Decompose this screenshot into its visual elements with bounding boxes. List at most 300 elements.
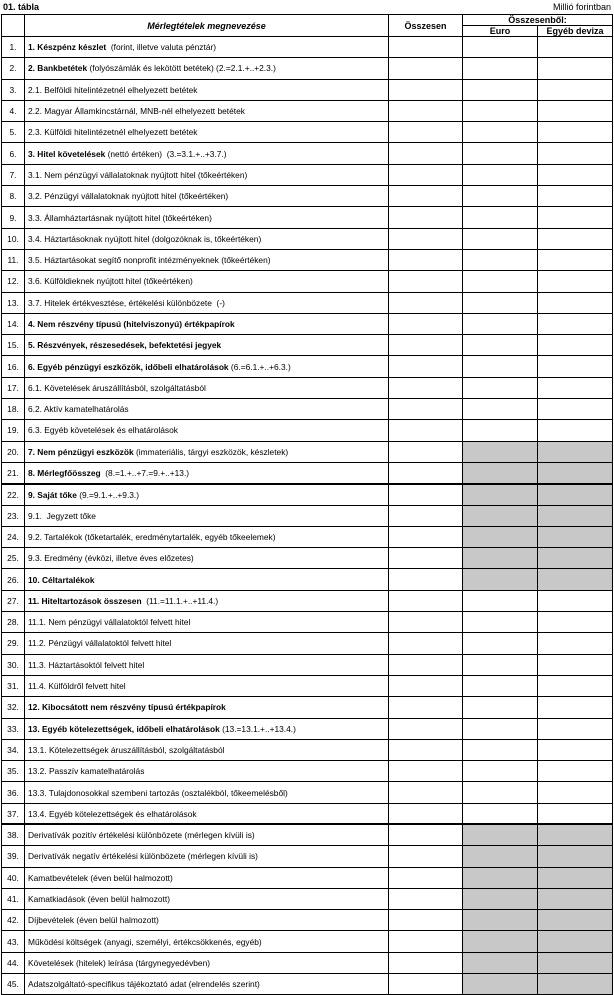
other-currency-cell[interactable] <box>538 335 613 356</box>
row-label-bold: 3. Hitel követelések <box>28 148 106 159</box>
total-cell[interactable] <box>389 484 463 505</box>
row-label <box>25 803 389 824</box>
other-currency-cell <box>538 441 613 462</box>
table-row <box>2 505 613 526</box>
table-row <box>2 888 613 909</box>
row-number: 34. <box>2 739 25 760</box>
row-number: 13. <box>2 292 25 313</box>
row-number: 4. <box>2 100 25 121</box>
total-cell[interactable] <box>389 526 463 547</box>
other-currency-cell[interactable] <box>538 782 613 803</box>
row-number: 39. <box>2 846 25 867</box>
row-label-text: (9.=9.1.+..+9.3.) <box>76 489 140 500</box>
row-label-bold: 9. Saját tőke <box>28 489 77 500</box>
euro-cell[interactable] <box>463 37 538 58</box>
euro-cell[interactable] <box>463 100 538 121</box>
row-label-text: (folyószámlák és lekötött betétek) (2.=2.1.+..+2.3.) <box>87 63 276 74</box>
other-currency-cell[interactable] <box>538 675 613 696</box>
other-currency-cell <box>538 505 613 526</box>
row-label-text: 3.3. Államháztartásnak nyújtott hitel (tőkeértéken) <box>28 212 212 223</box>
other-currency-cell <box>538 910 613 931</box>
table-row <box>2 228 613 249</box>
table-header-line <box>3 2 611 14</box>
other-currency-cell[interactable] <box>538 37 613 58</box>
other-currency-cell[interactable] <box>538 420 613 441</box>
row-label-text: (nettó értéken) (3.=3.1.+..+3.7.) <box>105 148 227 159</box>
total-cell[interactable] <box>389 867 463 888</box>
euro-cell[interactable] <box>463 633 538 654</box>
euro-cell[interactable] <box>463 79 538 100</box>
total-cell[interactable] <box>389 612 463 633</box>
row-label <box>25 569 389 590</box>
euro-cell[interactable] <box>463 335 538 356</box>
other-currency-cell[interactable] <box>538 186 613 207</box>
row-number: 33. <box>2 718 25 739</box>
total-cell[interactable] <box>389 420 463 441</box>
row-label-text: 3.4. Háztartásoknak nyújtott hitel (dolgozóknak is, tőkeértéken) <box>28 233 262 244</box>
row-number: 42. <box>2 910 25 931</box>
total-cell[interactable] <box>389 739 463 760</box>
euro-cell <box>463 441 538 462</box>
row-number: 5. <box>2 122 25 143</box>
total-cell[interactable] <box>389 846 463 867</box>
row-number: 10. <box>2 228 25 249</box>
other-currency-cell <box>538 462 613 483</box>
euro-cell[interactable] <box>463 313 538 334</box>
total-cell[interactable] <box>389 910 463 931</box>
row-number: 38. <box>2 824 25 845</box>
row-number: 41. <box>2 888 25 909</box>
table-row <box>2 867 613 888</box>
total-cell[interactable] <box>389 164 463 185</box>
table-row <box>2 462 613 483</box>
row-label <box>25 846 389 867</box>
total-cell[interactable] <box>389 100 463 121</box>
euro-cell[interactable] <box>463 590 538 611</box>
total-cell[interactable] <box>389 37 463 58</box>
row-label-text: Követelések (hitelek) leírása (tárgynegyedévben) <box>28 957 211 968</box>
row-label <box>25 697 389 718</box>
total-cell[interactable] <box>389 377 463 398</box>
total-cell[interactable] <box>389 292 463 313</box>
row-label <box>25 931 389 952</box>
row-label-text: 3.1. Nem pénzügyi vállalatoknak nyújtott hitel (tőkeértéken) <box>28 169 248 180</box>
total-cell[interactable] <box>389 974 463 995</box>
row-number: 30. <box>2 654 25 675</box>
unit-label: Millió forintban <box>552 2 611 12</box>
euro-cell[interactable] <box>463 739 538 760</box>
euro-cell[interactable] <box>463 271 538 292</box>
row-label <box>25 505 389 526</box>
other-currency-cell[interactable] <box>538 313 613 334</box>
row-number: 16. <box>2 356 25 377</box>
euro-cell <box>463 824 538 845</box>
total-cell[interactable] <box>389 249 463 270</box>
table-row <box>2 931 613 952</box>
other-currency-cell <box>538 846 613 867</box>
other-currency-cell[interactable] <box>538 761 613 782</box>
row-label-text: (forint, illetve valuta pénztár) <box>106 42 217 53</box>
row-number: 15. <box>2 335 25 356</box>
row-label <box>25 548 389 569</box>
row-number: 37. <box>2 803 25 824</box>
total-cell[interactable] <box>389 888 463 909</box>
euro-cell[interactable] <box>463 122 538 143</box>
row-label <box>25 122 389 143</box>
table-row <box>2 612 613 633</box>
row-number: 25. <box>2 548 25 569</box>
total-cell[interactable] <box>389 58 463 79</box>
euro-cell[interactable] <box>463 654 538 675</box>
total-cell[interactable] <box>389 569 463 590</box>
row-number: 45. <box>2 974 25 995</box>
other-currency-cell <box>538 526 613 547</box>
row-label <box>25 952 389 973</box>
table-row <box>2 292 613 313</box>
euro-cell[interactable] <box>463 399 538 420</box>
row-label-bold: 7. Nem pénzügyi eszközök <box>28 446 134 457</box>
total-cell[interactable] <box>389 79 463 100</box>
table-row <box>2 569 613 590</box>
row-label-bold: 5. Részvények, részesedések, befektetési jegyek <box>28 340 222 351</box>
table-row <box>2 761 613 782</box>
euro-cell <box>463 867 538 888</box>
row-label <box>25 399 389 420</box>
other-currency-cell[interactable] <box>538 271 613 292</box>
euro-cell[interactable] <box>463 207 538 228</box>
table-row <box>2 910 613 931</box>
other-currency-cell[interactable] <box>538 79 613 100</box>
euro-cell[interactable] <box>463 782 538 803</box>
row-number: 19. <box>2 420 25 441</box>
other-currency-cell[interactable] <box>538 399 613 420</box>
total-cell[interactable] <box>389 548 463 569</box>
row-label <box>25 824 389 845</box>
other-currency-cell[interactable] <box>538 633 613 654</box>
table-row <box>2 79 613 100</box>
row-label-text: 6.1. Követelések áruszállításból, szolgáltatásból <box>28 382 206 393</box>
table-row <box>2 37 613 58</box>
row-label <box>25 441 389 462</box>
row-label <box>25 249 389 270</box>
row-number: 11. <box>2 249 25 270</box>
row-label <box>25 313 389 334</box>
row-label-text: 9.1. Jegyzett tőke <box>28 510 96 521</box>
row-label-bold: 2. Bankbetétek <box>28 63 88 74</box>
other-currency-cell[interactable] <box>538 228 613 249</box>
other-currency-cell[interactable] <box>538 590 613 611</box>
row-label-text: 3.7. Hitelek értékvesztése, értékelési különbözete (-) <box>28 297 225 308</box>
other-currency-cell[interactable] <box>538 292 613 313</box>
total-cell[interactable] <box>389 718 463 739</box>
row-number: 1. <box>2 37 25 58</box>
total-cell[interactable] <box>389 697 463 718</box>
row-number: 35. <box>2 761 25 782</box>
row-label-text: Kamatkiadások (éven belül halmozott) <box>28 894 170 905</box>
row-number: 7. <box>2 164 25 185</box>
row-label-text: 9.2. Tartalékok (tőketartalék, eredménytartalék, egyéb tőkeelemek) <box>28 531 276 542</box>
table-row <box>2 526 613 547</box>
other-currency-header: Egyéb deviza <box>538 26 613 37</box>
row-number-header <box>2 15 25 37</box>
euro-cell[interactable] <box>463 761 538 782</box>
table-row <box>2 164 613 185</box>
euro-cell[interactable] <box>463 718 538 739</box>
table-row <box>2 952 613 973</box>
other-currency-cell[interactable] <box>538 356 613 377</box>
table-row <box>2 420 613 441</box>
row-label <box>25 377 389 398</box>
total-cell[interactable] <box>389 186 463 207</box>
table-row <box>2 271 613 292</box>
euro-cell <box>463 569 538 590</box>
row-label-text: 13.3. Tulajdonosokkal szembeni tartozás (osztalékból, tőkeemelésből) <box>28 787 288 798</box>
row-label <box>25 761 389 782</box>
euro-cell[interactable] <box>463 228 538 249</box>
table-row <box>2 335 613 356</box>
row-label-bold: 13. Egyéb kötelezettségek, időbeli elhatárolások <box>28 723 220 734</box>
euro-cell <box>463 526 538 547</box>
table-row <box>2 207 613 228</box>
table-row <box>2 100 613 121</box>
total-cell[interactable] <box>389 207 463 228</box>
row-label-text: 2.2. Magyar Államkincstárnál, MNB-nél elhelyezett betétek <box>28 106 245 117</box>
euro-cell[interactable] <box>463 420 538 441</box>
row-label-text: 13.1. Kötelezettségek áruszállításból, szolgáltatásból <box>28 744 225 755</box>
euro-cell <box>463 931 538 952</box>
total-cell[interactable] <box>389 356 463 377</box>
total-cell[interactable] <box>389 824 463 845</box>
total-cell[interactable] <box>389 271 463 292</box>
euro-cell <box>463 974 538 995</box>
row-number: 21. <box>2 462 25 483</box>
table-row <box>2 654 613 675</box>
table-row <box>2 697 613 718</box>
table-row <box>2 356 613 377</box>
row-label-text: Kamatbevételek (éven belül halmozott) <box>28 872 173 883</box>
other-currency-cell <box>538 569 613 590</box>
row-label-text: (11.=11.1.+..+11.4.) <box>141 595 219 606</box>
row-number: 12. <box>2 271 25 292</box>
euro-cell[interactable] <box>463 803 538 824</box>
total-cell[interactable] <box>389 505 463 526</box>
item-name-header: Mérlegtételek megnevezése <box>25 15 389 37</box>
total-cell[interactable] <box>389 761 463 782</box>
row-number: 20. <box>2 441 25 462</box>
row-label <box>25 526 389 547</box>
row-number: 2. <box>2 58 25 79</box>
other-currency-cell[interactable] <box>538 249 613 270</box>
euro-cell[interactable] <box>463 292 538 313</box>
euro-cell[interactable] <box>463 675 538 696</box>
row-label-text: Működési költségek (anyagi, személyi, értékcsökkenés, egyéb) <box>28 936 262 947</box>
table-row <box>2 633 613 654</box>
total-cell[interactable] <box>389 590 463 611</box>
row-label <box>25 867 389 888</box>
row-label-text: 6.3. Egyéb követelések és elhatárolások <box>28 425 178 436</box>
row-label-text: 2.3. Külföldi hitelintézetnél elhelyezett betétek <box>28 127 198 138</box>
total-cell[interactable] <box>389 782 463 803</box>
table-row <box>2 186 613 207</box>
row-number: 31. <box>2 675 25 696</box>
euro-cell <box>463 484 538 505</box>
row-number: 23. <box>2 505 25 526</box>
table-row <box>2 590 613 611</box>
row-label-bold: 12. Kibocsátott nem részvény típusú értékpapírok <box>28 702 226 713</box>
row-label <box>25 100 389 121</box>
row-label-text: Derivatívák pozitív értékelési különbözete (mérlegen kívüli is) <box>28 830 255 841</box>
table-row <box>2 122 613 143</box>
euro-cell <box>463 888 538 909</box>
total-cell[interactable] <box>389 633 463 654</box>
row-number: 6. <box>2 143 25 164</box>
euro-cell <box>463 548 538 569</box>
euro-cell[interactable] <box>463 249 538 270</box>
row-label <box>25 37 389 58</box>
row-label-bold: 8. Mérlegfőösszeg <box>28 467 101 478</box>
euro-cell <box>463 505 538 526</box>
euro-cell[interactable] <box>463 58 538 79</box>
table-row <box>2 846 613 867</box>
total-cell[interactable] <box>389 399 463 420</box>
euro-header: Euro <box>463 26 538 37</box>
euro-cell[interactable] <box>463 697 538 718</box>
row-number: 17. <box>2 377 25 398</box>
other-currency-cell[interactable] <box>538 58 613 79</box>
row-label <box>25 675 389 696</box>
other-currency-cell[interactable] <box>538 654 613 675</box>
other-currency-cell <box>538 484 613 505</box>
row-number: 43. <box>2 931 25 952</box>
total-cell[interactable] <box>389 654 463 675</box>
row-label-text: 11.4. Külföldről felvett hitel <box>28 681 126 692</box>
other-currency-cell[interactable] <box>538 612 613 633</box>
row-label-bold: 10. Céltartalékok <box>28 574 95 585</box>
row-label-text: (8.=1.+..+7.=9.+..+13.) <box>100 467 190 478</box>
total-cell[interactable] <box>389 335 463 356</box>
euro-cell[interactable] <box>463 356 538 377</box>
row-label <box>25 974 389 995</box>
euro-cell[interactable] <box>463 143 538 164</box>
row-number: 26. <box>2 569 25 590</box>
euro-cell[interactable] <box>463 612 538 633</box>
other-currency-cell[interactable] <box>538 697 613 718</box>
row-label-text: 2.1. Belföldi hitelintézetnél elhelyezett betétek <box>28 84 198 95</box>
row-label <box>25 633 389 654</box>
other-currency-cell[interactable] <box>538 739 613 760</box>
total-cell[interactable] <box>389 462 463 483</box>
other-currency-cell[interactable] <box>538 164 613 185</box>
total-cell[interactable] <box>389 441 463 462</box>
row-label-text: 13.4. Egyéb kötelezettségek és elhatárolások <box>28 808 197 819</box>
euro-cell[interactable] <box>463 164 538 185</box>
euro-cell <box>463 846 538 867</box>
row-label <box>25 228 389 249</box>
table-row <box>2 249 613 270</box>
row-number: 22. <box>2 484 25 505</box>
row-number: 8. <box>2 186 25 207</box>
euro-cell[interactable] <box>463 377 538 398</box>
table-row <box>2 739 613 760</box>
other-currency-cell[interactable] <box>538 100 613 121</box>
other-currency-cell[interactable] <box>538 207 613 228</box>
row-label-text: 3.6. Külföldieknek nyújtott hitel (tőkeértéken) <box>28 276 193 287</box>
row-number: 9. <box>2 207 25 228</box>
row-label-bold: 1. Készpénz készlet <box>28 42 107 53</box>
total-cell[interactable] <box>389 803 463 824</box>
table-row <box>2 399 613 420</box>
euro-cell <box>463 462 538 483</box>
table-row <box>2 675 613 696</box>
euro-cell[interactable] <box>463 186 538 207</box>
row-label <box>25 420 389 441</box>
row-label-text: 3.5. Háztartásokat segítő nonprofit intézményeknek (tőkeértéken) <box>28 255 271 266</box>
row-label <box>25 207 389 228</box>
row-label <box>25 271 389 292</box>
other-currency-cell[interactable] <box>538 803 613 824</box>
row-label-text: 6.2. Aktív kamatelhatárolás <box>28 404 129 415</box>
row-label-text: (immateriális, tárgyi eszközök, készletek) <box>133 446 289 457</box>
table-row <box>2 803 613 824</box>
other-currency-cell[interactable] <box>538 718 613 739</box>
row-label <box>25 718 389 739</box>
row-label-text: Díjbevételek (éven belül halmozott) <box>28 915 159 926</box>
table-row <box>2 782 613 803</box>
row-label <box>25 654 389 675</box>
total-cell[interactable] <box>389 143 463 164</box>
other-currency-cell[interactable] <box>538 143 613 164</box>
row-label-text: 9.3. Eredmény (évközi, illetve éves előzetes) <box>28 553 194 564</box>
row-label <box>25 462 389 483</box>
row-label-text: 3.2. Pénzügyi vállalatoknak nyújtott hitel (tőkeértéken) <box>28 191 229 202</box>
row-label-text: 11.3. Háztartásoktól felvett hitel <box>28 659 145 670</box>
balance-sheet-table <box>1 14 613 995</box>
table-row <box>2 824 613 845</box>
row-label <box>25 910 389 931</box>
other-currency-cell <box>538 952 613 973</box>
other-currency-cell[interactable] <box>538 122 613 143</box>
total-cell[interactable] <box>389 313 463 334</box>
row-label-text: Derivatívák negatív értékelési különbözete (mérlegen kívüli is) <box>28 851 258 862</box>
row-label-text: Adatszolgáltató-specifikus tájékoztató adat (elrendelés szerint) <box>28 979 260 990</box>
total-cell[interactable] <box>389 952 463 973</box>
total-cell[interactable] <box>389 122 463 143</box>
table-row <box>2 143 613 164</box>
row-number: 3. <box>2 79 25 100</box>
row-number: 32. <box>2 697 25 718</box>
row-label <box>25 484 389 505</box>
table-row <box>2 441 613 462</box>
other-currency-cell <box>538 867 613 888</box>
table-row <box>2 974 613 995</box>
total-cell[interactable] <box>389 931 463 952</box>
row-number: 29. <box>2 633 25 654</box>
row-label <box>25 782 389 803</box>
row-label <box>25 612 389 633</box>
row-number: 40. <box>2 867 25 888</box>
row-label-text: 11.1. Nem pénzügyi vállalatoktól felvett hitel <box>28 617 191 628</box>
total-cell[interactable] <box>389 675 463 696</box>
table-row <box>2 548 613 569</box>
row-number: 14. <box>2 313 25 334</box>
row-label <box>25 888 389 909</box>
other-currency-cell[interactable] <box>538 377 613 398</box>
table-row <box>2 377 613 398</box>
row-number: 28. <box>2 612 25 633</box>
row-number: 44. <box>2 952 25 973</box>
table-row <box>2 313 613 334</box>
total-cell[interactable] <box>389 228 463 249</box>
